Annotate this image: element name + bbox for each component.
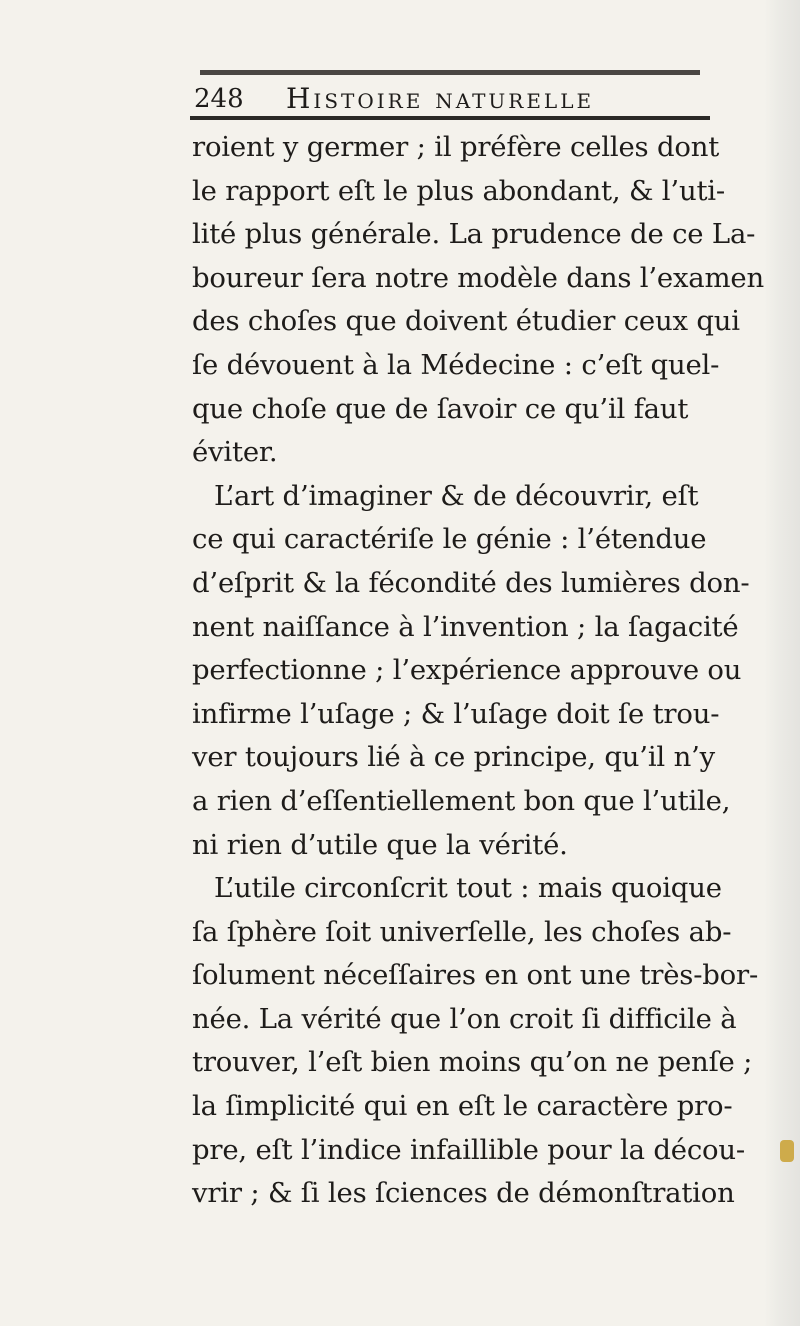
margin-stain	[780, 1140, 794, 1162]
running-title: Histoire naturelle	[286, 82, 595, 115]
text-line: infirme l’uſage ; & l’uſage doit ſe trou-	[192, 697, 720, 730]
text-line: le rapport eſt le plus abondant, & l’uti-	[192, 174, 725, 207]
text-line: trouver, l’eſt bien moins qu’on ne penſe ;	[192, 1046, 753, 1079]
header-bottom-rule	[190, 116, 710, 120]
header-top-rule	[200, 70, 700, 75]
text-line: ſe dévouent à la Médecine : c’eſt quel-	[192, 348, 720, 381]
text-line: ver toujours lié à ce principe, qu’il n’y	[192, 741, 715, 774]
text-line: que choſe que de ſavoir ce qu’il faut	[192, 392, 689, 425]
text-line: ſolument néceſſaires en ont une très-bor-	[192, 959, 759, 992]
text-line: éviter.	[192, 436, 278, 469]
text-line: lité plus générale. La prudence de ce La-	[192, 218, 756, 251]
text-line: la ſimplicité qui en eſt le caractère pro-	[192, 1090, 733, 1123]
text-line: d’eſprit & la fécondité des lumières don-	[192, 566, 750, 599]
text-line: boureur ſera notre modèle dans l’examen	[192, 261, 764, 294]
text-line: roient y germer ; il préfère celles dont	[192, 131, 720, 163]
page-header	[192, 78, 712, 118]
page-edge-shadow	[764, 0, 800, 1326]
text-line: pre, eſt l’indice infaillible pour la décou-	[192, 1133, 746, 1166]
text-line-paragraph-start: L’art d’imaginer & de découvrir, eſt	[214, 479, 699, 512]
text-line: née. La vérité que l’on croit ſi difficile à	[192, 1002, 737, 1035]
text-line: nent naiſſance à l’invention ; la ſagacité	[192, 610, 739, 643]
text-line: ni rien d’utile que la vérité.	[192, 828, 568, 861]
page-number: 248	[194, 84, 244, 114]
text-line: des choſes que doivent étudier ceux qui	[192, 305, 740, 338]
text-line: ce qui caractériſe le génie : l’étendue	[192, 523, 707, 556]
text-line: perfectionne ; l’expérience approuve ou	[192, 654, 742, 687]
body-text	[192, 126, 792, 1216]
text-line: vrir ; & ſi les ſciences de démonſtration	[192, 1177, 735, 1210]
text-line: a rien d’eſſentiellement bon que l’utile,	[192, 784, 731, 817]
text-line: ſa ſphère ſoit univerſelle, les choſes ab-	[192, 915, 732, 948]
text-line-paragraph-start: L’utile circonſcrit tout : mais quoique	[214, 872, 722, 905]
